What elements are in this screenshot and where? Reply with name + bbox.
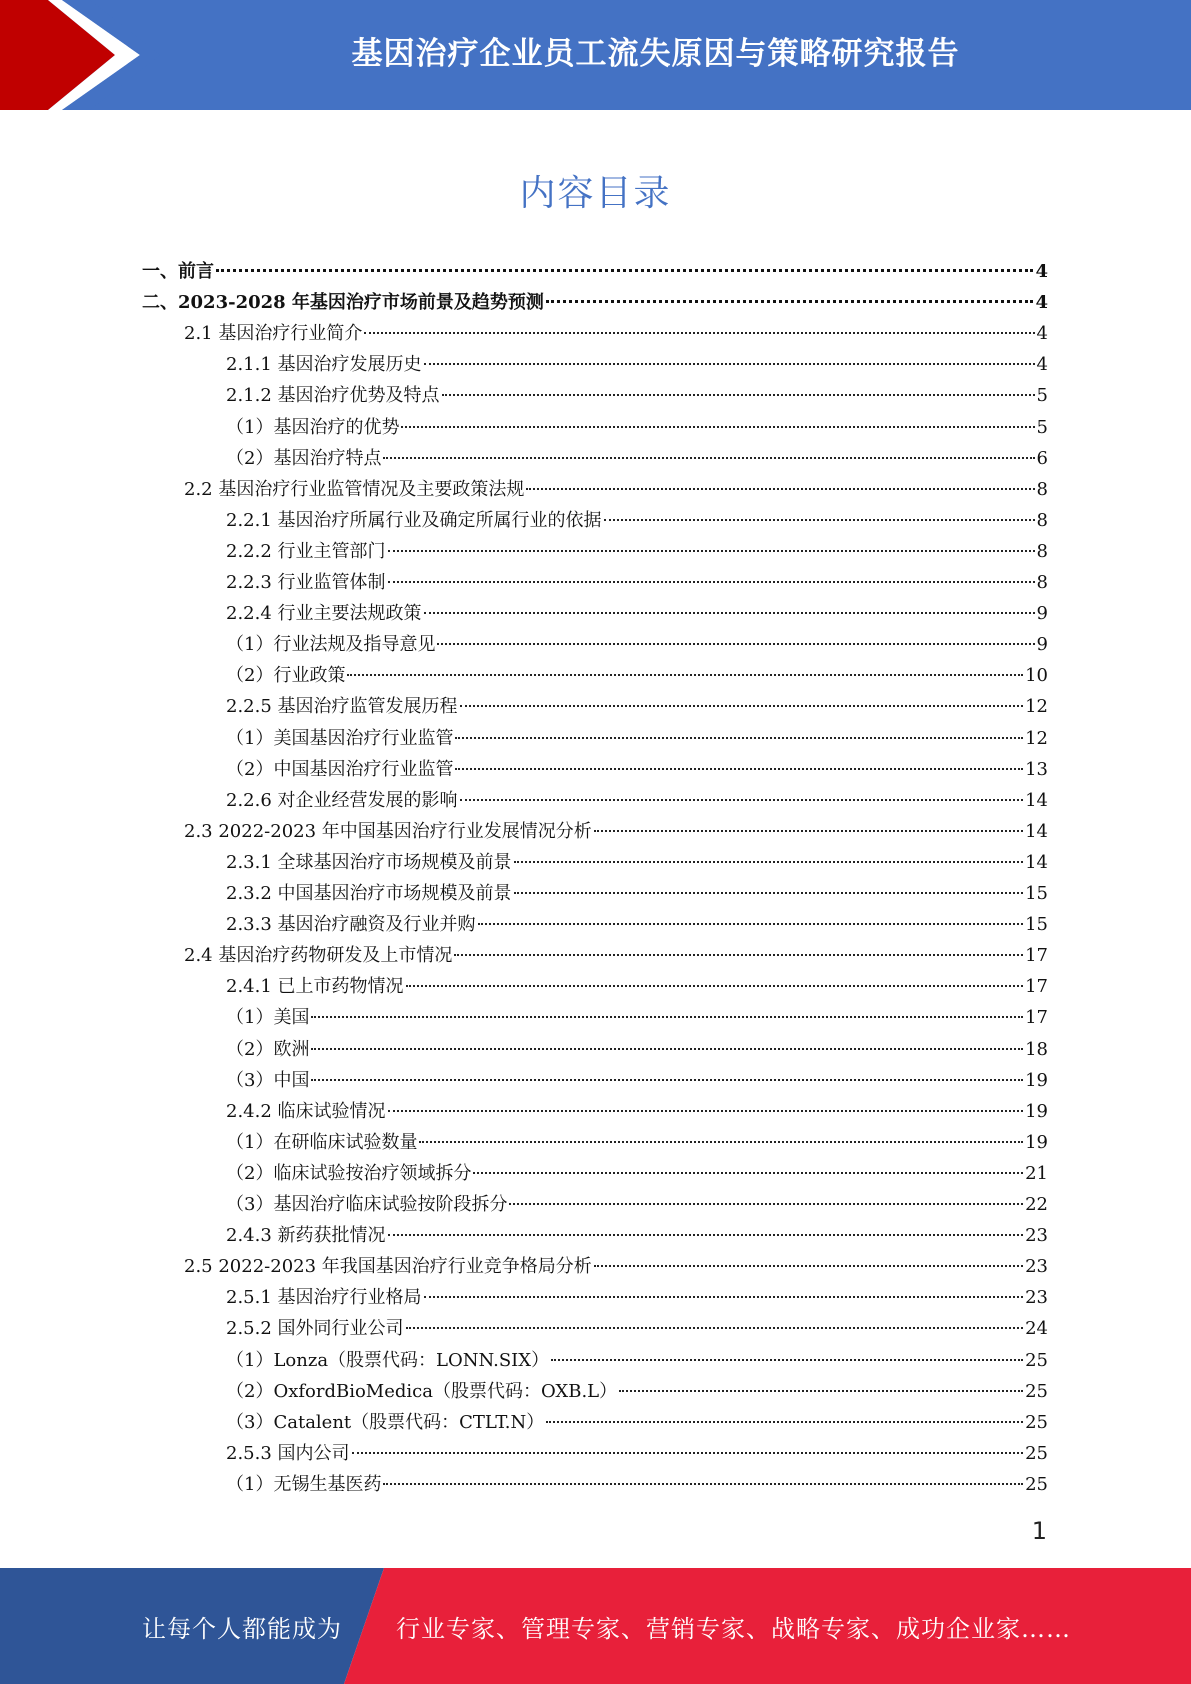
toc-leader-dots [437,642,1034,645]
toc-entry[interactable] [226,785,1048,816]
toc-entry-page: 23 [1025,1225,1048,1247]
toc-entry-label: （3）基因治疗临床试验按阶段拆分 [226,1194,508,1215]
toc-entry[interactable] [226,1096,1048,1127]
toc-entry[interactable] [226,1127,1048,1158]
toc-leader-dots [347,673,1023,676]
toc-entry-page: 19 [1025,1100,1048,1122]
toc-entry[interactable] [226,878,1048,909]
toc-entry-label: （2）中国基因治疗行业监管 [226,758,454,780]
toc-entry-page: 12 [1025,727,1048,749]
toc-entry-page: 22 [1025,1194,1048,1215]
toc-leader-dots [424,362,1035,365]
toc-entry[interactable] [226,1034,1048,1065]
toc-leader-dots [406,984,1024,987]
toc-entry[interactable] [226,1376,1048,1407]
toc-entry-page: 21 [1025,1162,1048,1184]
toc-entry-label: （3）Catalent（股票代码：CTLT.N） [226,1411,545,1433]
toc-entry[interactable] [226,754,1048,785]
toc-leader-dots [455,767,1023,770]
toc-entry[interactable] [226,1220,1048,1251]
toc-entry-label: 2.2.5 基因治疗监管发展历程 [226,696,458,718]
toc-entry-label: 一、前言 [142,261,214,282]
toc-entry[interactable] [226,909,1048,940]
footer-slogan-right: 行业专家、管理专家、营销专家、战略专家、成功企业家…… [396,1614,1071,1643]
footer-banner [0,1568,1191,1684]
toc-entry[interactable] [142,287,1048,318]
toc-entry[interactable] [226,598,1048,629]
toc-entry-page: 25 [1025,1380,1048,1402]
toc-entry-label: （1）Lonza（股票代码：LONN.SIX） [226,1349,550,1371]
toc-entry[interactable] [226,1469,1048,1500]
toc-entry-page: 8 [1036,509,1048,531]
toc-entry-label: 2.2.6 对企业经营发展的影响 [226,789,458,811]
toc-entry[interactable] [226,505,1048,536]
toc-entry[interactable] [226,1002,1048,1033]
toc-leader-dots [546,299,1034,303]
toc-leader-dots [388,1109,1024,1112]
toc-leader-dots [546,1420,1023,1423]
toc-entry-page: 6 [1036,447,1048,469]
toc-leader-dots [604,518,1035,521]
toc-entry-page: 8 [1036,572,1048,593]
toc-leader-dots [406,1326,1024,1329]
toc-entry[interactable] [226,1345,1048,1376]
toc-leader-dots [551,1358,1023,1361]
toc-leader-dots [311,1015,1023,1018]
toc-leader-dots [388,549,1035,552]
toc-entry[interactable] [184,1251,1048,1282]
toc-leader-dots [216,268,1033,272]
toc-entry-page: 17 [1025,1007,1048,1029]
toc-entry-label: （2）欧洲 [226,1038,310,1060]
toc-entry-page: 12 [1025,696,1048,718]
toc-entry-page: 9 [1036,603,1048,625]
toc-entry-page: 19 [1025,1069,1048,1091]
toc-entry[interactable] [184,318,1048,349]
toc-leader-dots [619,1389,1023,1392]
toc-entry[interactable] [226,443,1048,474]
toc-entry-page: 25 [1025,1442,1048,1464]
toc-entry-label: 2.5.3 国内公司 [226,1442,350,1464]
toc-entry-label: 2.2.2 行业主管部门 [226,540,386,562]
toc-entry-page: 25 [1025,1349,1048,1371]
toc-entry-label: 2.1.1 基因治疗发展历史 [226,354,422,376]
toc-entry-label: （1）美国 [226,1007,310,1029]
toc-entry[interactable] [226,1158,1048,1189]
toc-entry-page: 24 [1025,1318,1048,1340]
toc-leader-dots [594,1264,1023,1267]
toc-entry-page: 17 [1025,945,1048,967]
toc-entry-label: （2）基因治疗特点 [226,447,382,469]
toc-leader-dots [364,331,1034,334]
toc-leader-dots [383,1482,1023,1485]
toc-leader-dots [311,1047,1023,1050]
toc-entry-page: 4 [1036,354,1048,376]
toc-entry[interactable] [226,660,1048,691]
toc-entry-label: 2.5.2 国外同行业公司 [226,1318,404,1340]
toc-entry-label: 二、2023-2028 年基因治疗市场前景及趋势预测 [142,292,544,314]
toc-leader-dots [454,953,1023,956]
toc-entry-label: （2）行业政策 [226,665,346,687]
toc-entry-label: （3）中国 [226,1069,310,1091]
toc-entry[interactable] [226,971,1048,1002]
toc-leader-dots [388,1233,1024,1236]
toc-entry-page: 13 [1025,758,1048,780]
toc-leader-dots [478,922,1024,925]
toc-entry-label: 2.1 基因治疗行业简介 [184,323,363,345]
toc-entry[interactable] [226,1407,1048,1438]
page-number: 1 [1031,1517,1047,1545]
toc-leader-dots [383,456,1034,459]
toc-leader-dots [419,1140,1023,1143]
toc-leader-dots [352,1451,1024,1454]
toc-entry[interactable] [226,412,1048,443]
toc-entry-label: 2.3 2022-2023 年中国基因治疗行业发展情况分析 [184,820,592,842]
toc-leader-dots [514,860,1024,863]
toc-entry[interactable] [226,567,1048,598]
toc-entry-page: 19 [1025,1131,1048,1153]
toc-entry-label: 2.4.3 新药获批情况 [226,1225,386,1247]
toc-title: 内容目录 [519,173,672,214]
report-title: 基因治疗企业员工流失原因与策略研究报告 [351,35,960,72]
toc-entry[interactable] [226,1282,1048,1313]
toc-entry-label: 2.5 2022-2023 年我国基因治疗行业竞争格局分析 [184,1256,592,1278]
toc-entry[interactable] [226,1438,1048,1469]
header-banner [0,0,1191,110]
toc-entry-page: 8 [1036,478,1048,500]
toc-leader-dots [509,1202,1023,1205]
toc-entry-page: 8 [1036,540,1048,562]
toc-leader-dots [514,891,1024,894]
toc-entry[interactable] [184,474,1048,505]
toc-entry-label: （1）无锡生基医药 [226,1473,382,1495]
toc-entry-page: 15 [1025,914,1048,936]
toc-entry-label: （2）OxfordBioMedica（股票代码：OXB.L） [226,1380,618,1402]
toc-entry-label: （1）行业法规及指导意见 [226,634,436,656]
toc-entry-label: （1）基因治疗的优势 [226,416,400,438]
toc-entry-label: 2.1.2 基因治疗优势及特点 [226,385,440,407]
toc-entry[interactable] [226,349,1048,380]
toc-entry-label: 2.2.4 行业主要法规政策 [226,603,422,625]
toc-leader-dots [442,393,1035,396]
header-arrow-logo [0,0,160,110]
toc-entry-label: 2.5.1 基因治疗行业格局 [226,1287,422,1309]
toc-entry-label: 2.3.2 中国基因治疗市场规模及前景 [226,883,512,904]
toc-leader-dots [311,1078,1023,1081]
toc-entry-page: 25 [1025,1473,1048,1495]
toc-entry[interactable] [184,940,1048,971]
toc-entry-page: 4 [1035,292,1048,314]
toc-leader-dots [460,798,1024,801]
toc-entry-page: 17 [1025,976,1048,998]
toc-entry-page: 10 [1025,665,1048,687]
toc-leader-dots [424,1295,1024,1298]
toc-entry-page: 14 [1025,820,1048,842]
toc-entry-page: 23 [1025,1287,1048,1309]
toc-entry[interactable] [226,536,1048,567]
toc-entry[interactable] [184,816,1048,847]
toc-leader-dots [473,1171,1023,1174]
toc-leader-dots [594,829,1023,832]
toc-leader-dots [526,487,1034,490]
toc-leader-dots [401,425,1034,428]
toc-entry-label: 2.4.2 临床试验情况 [226,1100,386,1122]
toc-entry-label: （2）临床试验按治疗领域拆分 [226,1162,472,1184]
toc-entry[interactable] [226,691,1048,722]
toc-entry-label: （1）在研临床试验数量 [226,1131,418,1153]
toc-leader-dots [424,611,1035,614]
toc-leader-dots [455,736,1023,739]
toc-entry-label: （1）美国基因治疗行业监管 [226,727,454,749]
toc-entry-page: 4 [1035,261,1048,282]
toc-entry-label: 2.4 基因治疗药物研发及上市情况 [184,945,453,967]
toc-entry-label: 2.3.1 全球基因治疗市场规模及前景 [226,851,512,873]
toc-entry[interactable] [226,723,1048,754]
toc-entry[interactable] [226,1189,1048,1220]
toc-entry-page: 25 [1025,1411,1048,1433]
footer-slogan-left: 让每个人都能成为 [142,1614,342,1643]
toc-entry-page: 14 [1025,851,1048,873]
toc-entry-label: 2.2.1 基因治疗所属行业及确定所属行业的依据 [226,509,602,531]
toc-entry-page: 14 [1025,789,1048,811]
toc-leader-dots [388,580,1035,583]
toc-entry-page: 23 [1025,1256,1048,1278]
toc-entry[interactable] [142,256,1048,287]
toc-entry-page: 15 [1025,883,1048,904]
toc-entry-label: 2.2 基因治疗行业监管情况及主要政策法规 [184,478,525,500]
toc-entry[interactable] [226,1313,1048,1344]
toc-entry[interactable] [226,380,1048,411]
toc-entry-page: 4 [1036,323,1048,345]
toc-entry-label: 2.4.1 已上市药物情况 [226,976,404,998]
toc-entry-page: 5 [1036,385,1048,407]
toc-entry-page: 9 [1036,634,1048,656]
toc-leader-dots [460,704,1024,707]
toc-entry[interactable] [226,1065,1048,1096]
toc-entry[interactable] [226,847,1048,878]
toc-entry[interactable] [226,629,1048,660]
toc-entry-label: 2.2.3 行业监管体制 [226,572,386,593]
toc-entry-page: 18 [1025,1038,1048,1060]
toc-entry-label: 2.3.3 基因治疗融资及行业并购 [226,914,476,936]
toc-entry-page: 5 [1036,416,1048,438]
